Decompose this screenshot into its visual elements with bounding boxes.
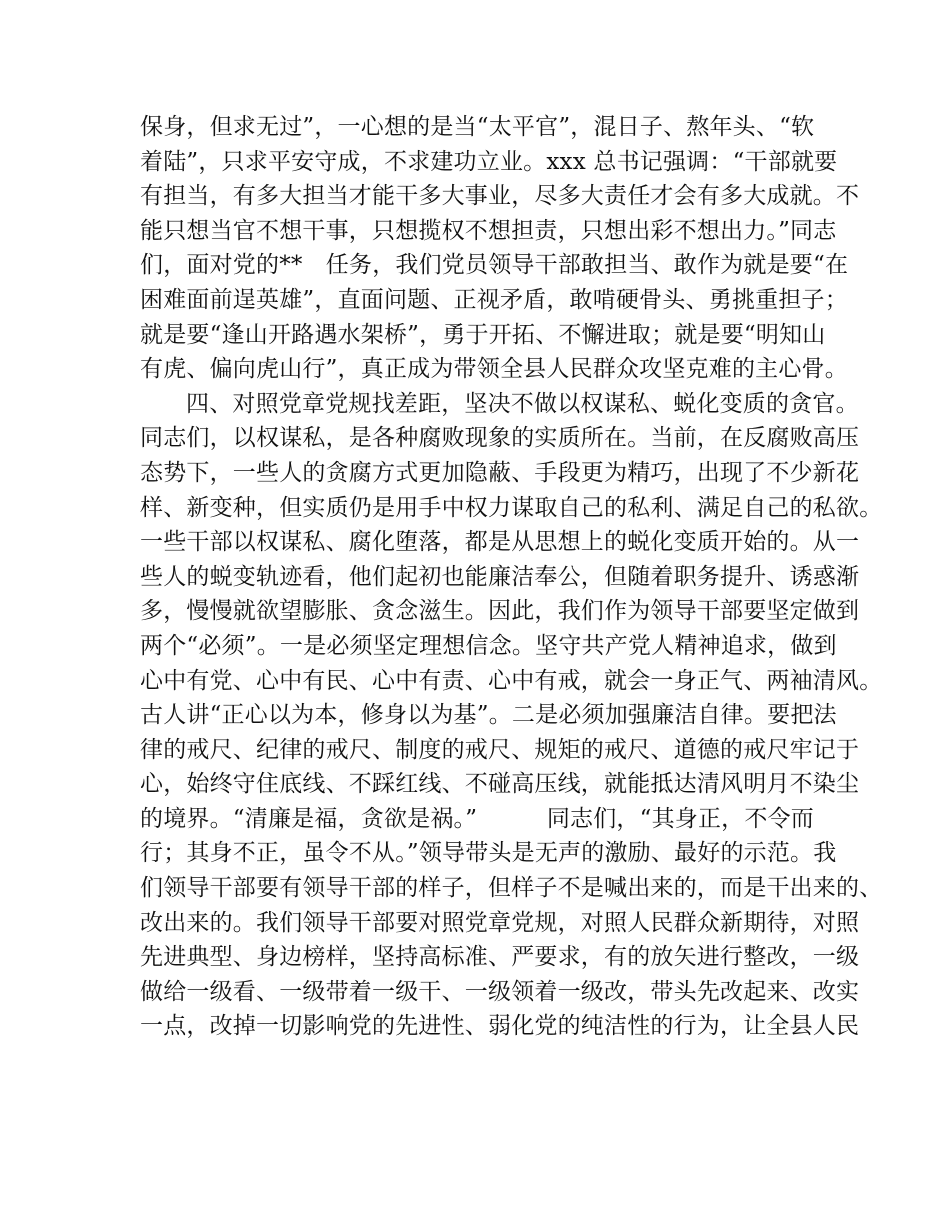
text-line: 着陆”，只求平安守成，不求建功立业。xxx 总书记强调：“干部就要 bbox=[140, 148, 838, 175]
text-line: 困难面前逞英雄”，直面问题、正视矛盾，敢啃硬骨头、勇挑重担子； bbox=[140, 286, 848, 313]
text-line: 们领导干部要有领导干部的样子，但样子不是喊出来的，而是干出来的、 bbox=[140, 875, 883, 902]
body-text bbox=[140, 110, 883, 1044]
text-line: 些人的蜕变轨迹看，他们起初也能廉洁奉公，但随着职务提升、诱惑渐 bbox=[140, 563, 860, 590]
text-line: 保身，但求无过”，一心想的是当“太平官”，混日子、熬年头、“软 bbox=[140, 114, 815, 140]
text-line: 样、新变种，但实质仍是用手中权力谋取自己的私利、满足自己的私欲。 bbox=[140, 494, 883, 521]
text-line: 古人讲“正心以为本，修身以为基”。二是必须加强廉洁自律。要把法 bbox=[140, 702, 837, 729]
text-line: 的境界。“清廉是福，贪欲是祸。” 同志们，“其身正，不令而 bbox=[140, 805, 814, 832]
text-line: 有担当，有多大担当才能干多大事业，尽多大责任才会有多大成就。不 bbox=[140, 183, 860, 210]
text-line: 心中有党、心中有民、心中有责、心中有戒，就会一身正气、两袖清风。 bbox=[140, 667, 883, 694]
text-line: 们，面对党的** 任务，我们党员领导干部敢担当、敢作为就是要“在 bbox=[140, 252, 849, 279]
text-line: 态势下，一些人的贪腐方式更加隐蔽、手段更为精巧，出现了不少新花 bbox=[140, 459, 860, 486]
text-line: 有虎、偏向虎山行”，真正成为带领全县人民群众攻坚克难的主心骨。 bbox=[140, 356, 848, 383]
text-line: 做给一级看、一级带着一级干、一级领着一级改，带头先改起来、改实 bbox=[140, 978, 860, 1005]
text-line: 多，慢慢就欲望膨胀、贪念滋生。因此，我们作为领导干部要坚定做到 bbox=[140, 598, 860, 625]
text-line: 先进典型、身边榜样，坚持高标准、严要求，有的放矢进行整改，一级 bbox=[140, 944, 860, 971]
text-line: 一点，改掉一切影响党的先进性、弱化党的纯洁性的行为，让全县人民 bbox=[140, 1013, 860, 1040]
text-line: 心，始终守住底线、不踩红线、不碰高压线，就能抵达清风明月不染尘 bbox=[140, 771, 860, 798]
section-heading-line: 四、对照党章党规找差距，坚决不做以权谋私、蜕化变质的贪官。 bbox=[186, 390, 859, 417]
text-line: 一些干部以权谋私、腐化堕落，都是从思想上的蜕化变质开始的。从一 bbox=[140, 529, 860, 556]
text-line: 改出来的。我们领导干部要对照党章党规，对照人民群众新期待，对照 bbox=[140, 909, 860, 936]
text-line: 行；其身不正，虽令不从。”领导带头是无声的激励、最好的示范。我 bbox=[140, 840, 837, 867]
text-line: 能只想当官不想干事，只想揽权不想担责，只想出彩不想出力。”同志 bbox=[140, 217, 837, 244]
text-line: 同志们，以权谋私，是各种腐败现象的实质所在。当前，在反腐败高压 bbox=[140, 425, 860, 452]
text-line: 律的戒尺、纪律的戒尺、制度的戒尺、规矩的戒尺、道德的戒尺牢记于 bbox=[140, 736, 860, 763]
text-line: 就是要“逢山开路遇水架桥”，勇于开拓、不懈进取；就是要“明知山 bbox=[140, 321, 826, 348]
text-line: 两个“必须”。一是必须坚定理想信念。坚守共产党人精神追求，做到 bbox=[140, 632, 837, 659]
